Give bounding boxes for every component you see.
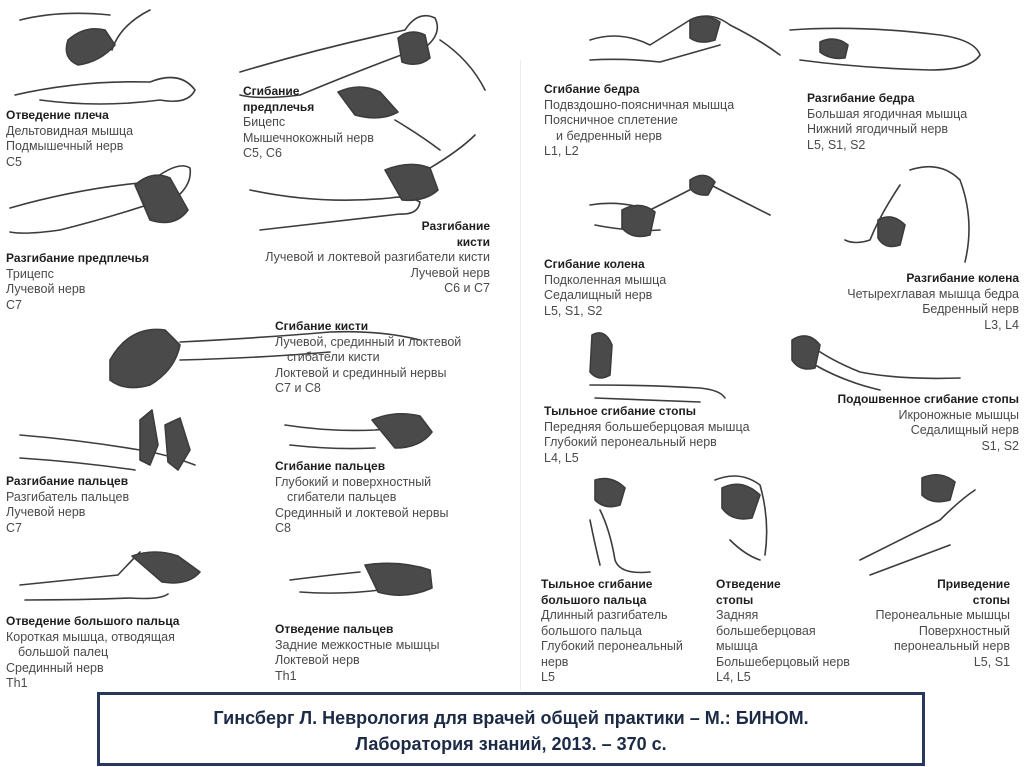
exam-shoulder-abduction: Отведение плеча Дельтовидная мышца Подмышечный нерв C5 [6, 108, 134, 169]
exam-title: Отведение стопы [716, 577, 781, 607]
hip-extension-drawing [790, 28, 980, 70]
finger-extension-drawing [20, 410, 195, 470]
hip-flexion-drawing [590, 16, 780, 62]
citation-line-2: Лаборатория знаний, 2013. – 370 с. [355, 734, 667, 754]
exam-title: Разгибание кисти [421, 219, 490, 249]
shoulder-abduction-drawing [15, 10, 195, 104]
forearm-extension-drawing [10, 166, 190, 233]
exam-title: Отведение плеча [6, 108, 109, 122]
exam-title: Сгибание предплечья [243, 84, 315, 114]
exam-wrist-flexion: Сгибание кисти Лучевой, срединный и локтевой сгибатели кисти Локтевой и срединный нервы C7 и C8 [275, 319, 462, 395]
citation-line-1: Гинсберг Л. Неврология для врачей общей практики – М.: БИНОМ. [213, 708, 809, 728]
toe-dorsiflexion-drawing [590, 479, 650, 573]
exam-forearm-extension: Разгибание предплечья Трицепс Лучевой нерв C7 [6, 251, 150, 312]
exam-foot-adduction: Приведение стопы Перонеальные мышцы Поверхностный перонеальный нерв L5, S1 [875, 577, 1010, 669]
exam-foot-dorsiflexion: Тыльное сгибание стопы Передняя большеберцовая мышца Глубокий перонеальный нерв L4, L5 [544, 404, 750, 465]
citation-box [97, 692, 925, 766]
exam-knee-flexion: Сгибание колена Подколенная мышца Седалищный нерв L5, S1, S2 [544, 257, 667, 318]
exam-finger-flexion: Сгибание пальцев Глубокий и поверхностный сгибатели пальцев Срединный и локтевой нервы C8 [275, 459, 449, 535]
column-divider [520, 60, 521, 690]
exam-foot-plantarflexion: Подошвенное сгибание стопы Икроножные мышцы Седалищный нерв S1, S2 [837, 392, 1019, 453]
exam-title: Тыльное сгибание большого пальца [541, 577, 653, 607]
exam-title: Отведение пальцев [275, 622, 394, 636]
exam-title: Сгибание бедра [544, 82, 640, 96]
exam-finger-abduction: Отведение пальцев Задние межкостные мышцы Локтевой нерв Th1 [275, 622, 440, 683]
knee-extension-drawing [845, 167, 969, 262]
exam-knee-extension: Разгибание колена Четырехглавая мышца бедра Бедренный нерв L3, L4 [847, 271, 1019, 332]
exam-title: Приведение стопы [937, 577, 1010, 607]
exam-title: Разгибание бедра [807, 91, 915, 105]
finger-abduction-drawing [290, 563, 432, 595]
exam-foot-abduction: Отведение стопы Задняя большеберцовая мышца Большеберцовый нерв L4, L5 [716, 577, 850, 684]
exam-wrist-extension: Разгибание кисти Лучевой и локтевой разгибатели кисти Лучевой нерв C6 и C7 [265, 219, 490, 295]
exam-title: Разгибание предплечья [6, 251, 150, 265]
exam-title: Тыльное сгибание стопы [544, 404, 696, 418]
exam-title: Разгибание пальцев [6, 474, 129, 488]
knee-flexion-drawing [590, 175, 770, 236]
exam-title: Разгибание колена [906, 271, 1019, 285]
finger-flexion-drawing [285, 414, 432, 449]
exam-title: Сгибание кисти [275, 319, 369, 333]
exam-title: Сгибание пальцев [275, 459, 386, 473]
exam-title: Отведение большого пальца [6, 614, 180, 628]
exam-toe-dorsiflexion: Тыльное сгибание большого пальца Длинный разгибатель большого пальца Глубокий перонеальный нерв L5 [541, 577, 683, 684]
thumb-abduction-drawing [20, 552, 200, 600]
exam-title: Подошвенное сгибание стопы [837, 392, 1019, 406]
exam-finger-extension: Разгибание пальцев Разгибатель пальцев Лучевой нерв C7 [6, 474, 130, 535]
exam-hip-flexion: Сгибание бедра Подвздошно-поясничная мышца Поясничное сплетение и бедренный нерв L1, L2 [544, 82, 735, 158]
exam-forearm-flexion: Сгибание предплечья Бицепс Мышечнокожный нерв C5, C6 [243, 84, 374, 160]
foot-dorsiflexion-drawing [590, 333, 725, 402]
foot-abduction-drawing [715, 476, 767, 560]
foot-plantarflexion-drawing [792, 336, 960, 390]
exam-thumb-abduction: Отведение большого пальца Короткая мышца, отводящая большой палец Срединный нерв Th1 [6, 614, 180, 690]
exam-title: Сгибание колена [544, 257, 645, 271]
foot-adduction-drawing [860, 475, 975, 575]
exam-hip-extension: Разгибание бедра Большая ягодичная мышца Нижний ягодичный нерв L5, S1, S2 [807, 91, 968, 152]
